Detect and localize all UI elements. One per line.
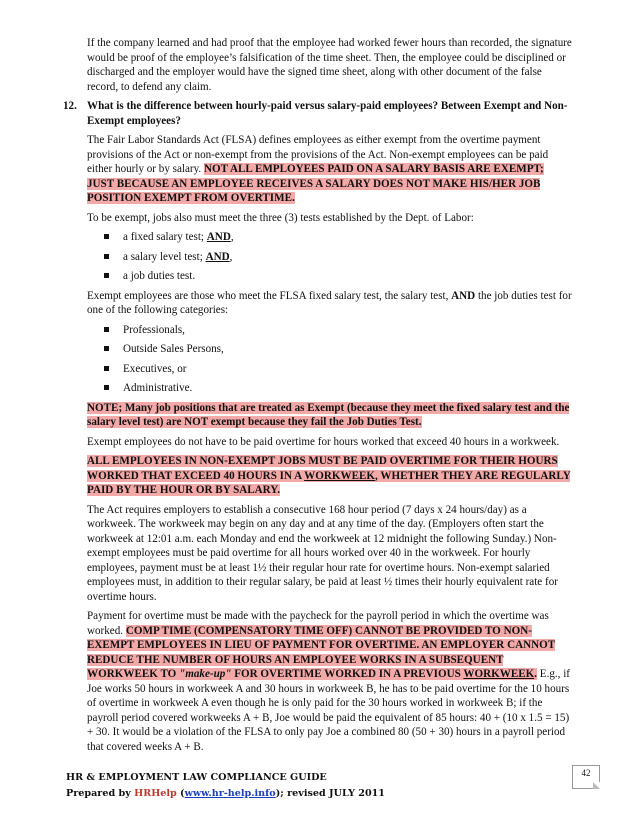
nonexempt-paragraph [87,454,573,498]
exempt-overtime-paragraph: Exempt employees do not have to be paid overtime for hours worked that exceed 40 hours in a workweek. [87,435,560,448]
comp-time-highlight: COMP TIME (COMPENSATORY TIME OFF) CANNOT BE PROVIDED TO NON-EXEMPT EMPLOYEES IN LIEU OF PAYMENT FOR OVERTIME. AN EMPLOYER CANNOT REDUCE THE NUMBER OF HOURS AN EMPLOYEE WORKS IN A SUBSEQUENT WORKWEEK TO "make-up" FOR OVERTIME WORKED IN A PREVIOUS WORKWEEK. [87,624,555,680]
square-bullet-icon [104,346,109,351]
categories-intro: Exempt employees are those who meet the FLSA fixed salary test, the salary test, AND the job duties test for one of the following categories: [87,289,572,316]
question-12 [63,99,573,128]
question-text: What is the difference between hourly-paid versus salary-paid employees? Between Exempt and Non-Exempt employees? [87,100,568,127]
square-bullet-icon [104,385,109,390]
footer-prepared-by: Prepared by HRHelp (www.hr-help.info); revised JULY 2011 [66,788,385,799]
flsa-paragraph [87,133,573,206]
nonexempt-highlight: ALL EMPLOYEES IN NON-EXEMPT JOBS MUST BE PAID OVERTIME FOR THEIR HOURS WORKED THAT EXCEED 40 HOURS IN A WORKWEEK, WHETHER THEY ARE REGULARLY PAID BY THE HOUR OR BY SALARY. [87,455,571,496]
square-bullet-icon [104,254,109,259]
question-number: 12. [63,100,77,112]
list-item: Outside Sales Persons, [104,342,573,357]
footer-title: HR & EMPLOYMENT LAW COMPLIANCE GUIDE [66,772,327,783]
categories-list [87,323,573,396]
page-footer [66,770,385,802]
note-highlight: NOTE; Many job positions that are treated as Exempt (because they meet the fixed salary test and the salary level test) are NOT exempt because they fail the Job Duties Test. [87,401,570,428]
tests-intro: To be exempt, jobs also must meet the three (3) tests established by the Dept. of Labor: [87,211,474,224]
page-curl-icon [593,782,600,789]
list-item: Executives, or [104,362,573,377]
square-bullet-icon [104,366,109,371]
page-number-box [572,765,600,789]
square-bullet-icon [104,273,109,278]
page-number: 42 [581,768,591,778]
list-item: a salary level test; AND, [104,250,573,265]
flsa-text: The Fair Labor Standards Act (FLSA) defines employees as either exempt from the overtime payment provisions of the Act or non-exempt from the provisions of the Act. Non-exempt employees can be paid either hourly or by salary. [87,134,549,175]
brand-help: Help [151,788,177,799]
website-link[interactable]: www.hr-help.info [184,788,276,799]
brand-hr: HR [134,788,152,799]
intro-paragraph: If the company learned and had proof that the employee had worked fewer hours than recorded, the signature would be proof of the employee’s falsification of the time sheet. Then, the employee could be disciplined or discharged and the employer would have the signed time sheet, along with other document of the false record, to defend any claim. [87,37,572,93]
square-bullet-icon [104,234,109,239]
workweek-paragraph: The Act requires employers to establish a consecutive 168 hour period (7 days x 24 hours/day) as a workweek. The workweek may begin on any day and at any time of the day. (Employers often start the workweek at 12:01 a.m. each Monday and end the workweek at 12 midnight the following Sunday.) Non-exempt employees must be paid overtime for all hours worked over 40 in the workweek. For hourly employees, payment must be at least 1½ their regular hour rate for overtime hours. Non-exempt salaried employees must, in addition to their regular salary, be paid at least ½ times their hourly equivalent rate for overtime hours. [87,503,558,603]
list-item: Professionals, [104,323,573,338]
payment-paragraph: Payment for overtime must be made with the paycheck for the payroll period in which the overtime was worked. COMP TIME (COMPENSATORY TIME OFF) CANNOT BE PROVIDED TO NON-EXEMPT EMPLOYEES IN LIEU OF PAYMENT FOR OVERTIME. AN EMPLOYER CANNOT REDUCE THE NUMBER OF HOURS AN EMPLOYEE WORKS IN A SUBSEQUENT WORKWEEK TO "make-up" FOR OVERTIME WORKED IN A PREVIOUS WORKWEEK. E.g., if Joe works 50 hours in workweek A and 30 hours in workweek B, he has to be paid overtime for the 10 hours of overtime in workweek A even though he is only paid for the 30 hours worked in workweek B; if the payroll period covered workweeks A + B, Joe would be paid the equivalent of 85 hours: 40 + (10 x 1.5 = 15) + 30. It would be a violation of the FLSA to only pay Joe a combined 80 (50 + 30) hours in a payroll period that covered weeks A + B. [87,610,570,753]
tests-list [87,230,573,284]
list-item: a job duties test. [104,269,573,284]
square-bullet-icon [104,327,109,332]
list-item: Administrative. [104,381,573,396]
list-item: a fixed salary test; AND, [104,230,573,245]
note-paragraph [87,401,573,430]
page-content [63,36,573,759]
salary-not-exempt-highlight: NOT ALL EMPLOYEES PAID ON A SALARY BASIS ARE EXEMPT; JUST BECAUSE AN EMPLOYEE RECEIVES A SALARY DOES NOT MAKE HIS/HER JOB POSITION EXEMPT FROM OVERTIME. [87,163,544,204]
